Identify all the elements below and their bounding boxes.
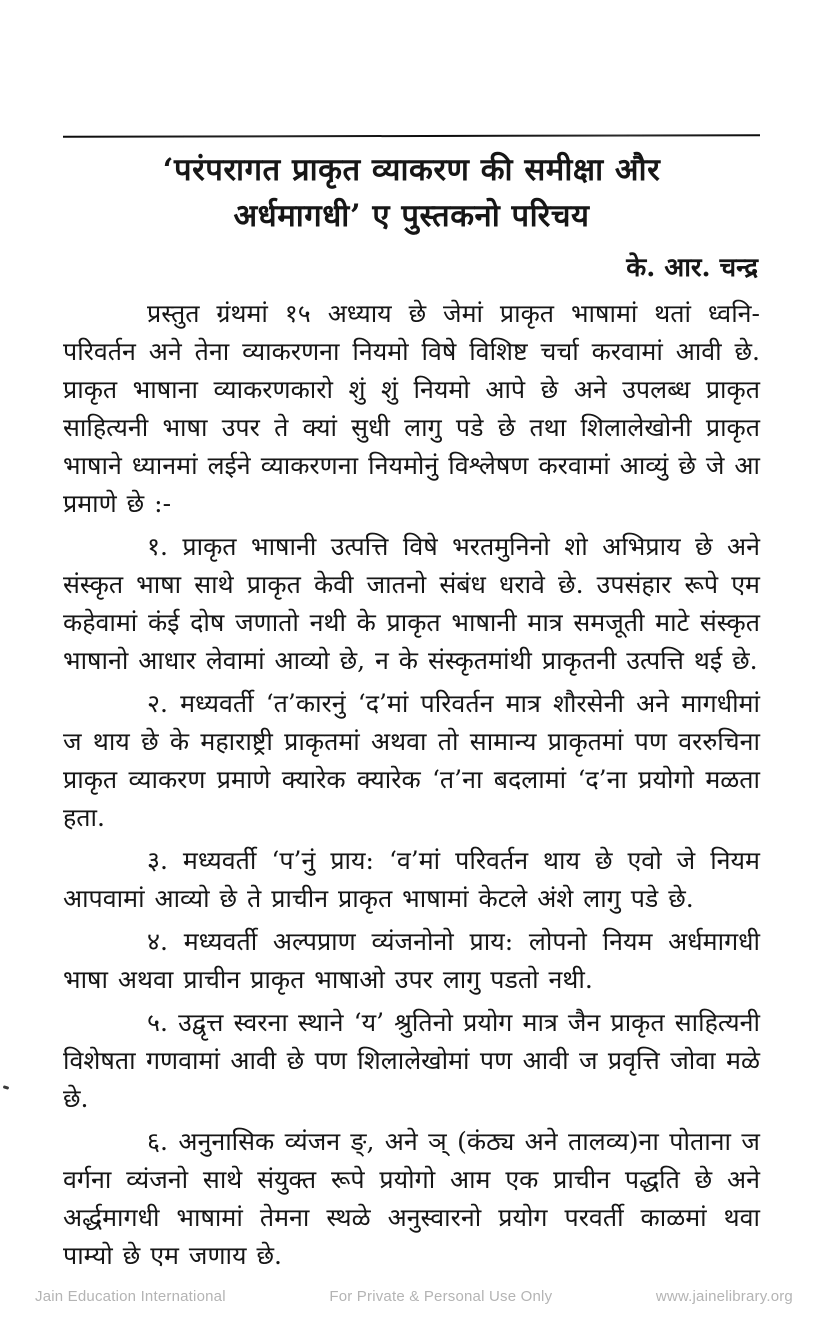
article-body [63,295,760,1275]
paragraph-point-3: ३. मध्यवर्ती ‘प’नुं प्राय: ‘व’मां परिवर्तन थाय छे एवो जे नियम आपवामां आव्यो छे ते प्राचीन प्राकृत भाषामां केटले अंशे लागु पडे छे. [63,846,760,913]
scan-artifact-mark [3,1085,10,1090]
footer-publisher: Jain Education International [35,1288,226,1305]
paragraph-point-4: ४. मध्यवर्ती अल्पप्राण व्यंजनोनो प्राय: लोपनो नियम अर्धमागधी भाषा अथवा प्राचीन प्राकृत भाषाओ उपर लागु पडतो नथी. [63,927,760,994]
page-title-line2: अर्धमागधी’ ए पुस्तकनो परिचय [233,198,590,234]
author-name: के. आर. चन्द्र [626,253,758,283]
footer-website: www.jainelibrary.org [655,1288,793,1305]
header-rule [63,134,760,137]
page-title-line1: ‘परंपरागत प्राकृत व्याकरण की समीक्षा और [162,152,661,188]
paragraph-point-1: १. प्राकृत भाषानी उत्पत्ति विषे भरतमुनिनो शो अभिप्राय छे अने संस्कृत भाषा साथे प्राकृत केवी जातनो संबंध धरावे छे. उपसंहार रूपे एम कहेवामां कंई दोष जणातो नथी के प्राकृत भाषानी मात्र समजूती माटे संस्कृत भाषानो आधार लेवामां आव्यो छे, न के संस्कृतमांथी प्राकृतनी उत्पत्ति थई छे. [63,532,760,675]
page-footer [0,1288,828,1305]
paragraph-intro: प्रस्तुत ग्रंथमां १५ अध्याय छे जेमां प्राकृत भाषामां थतां ध्वनि-परिवर्तन अने तेना व्याकरणना नियमो विषे विशिष्ट चर्चा करवामां आवी छे. प्राकृत भाषाना व्याकरणकारो शुं शुं नियमो आपे छे अने उपलब्ध प्राकृत साहित्यनी भाषा उपर ते क्यां सुधी लागु पडे छे तथा शिलालेखोनी प्राकृत भाषाने ध्यानमां लईने व्याकरणना नियमोनुं विश्लेषण करवामां आव्युं छे जे आ प्रमाणे छे :- [63,299,760,518]
page-title [63,147,760,239]
paragraph-point-2: २. मध्यवर्ती ‘त’कारनुं ‘द’मां परिवर्तन मात्र शौरसेनी अने मागधीमां ज थाय छे के महाराष्ट्री प्राकृतमां अथवा तो सामान्य प्राकृतमां पण वररुचिना प्राकृत व्याकरण प्रमाणे क्यारेक क्यारेक ‘त’ना बदलामां ‘द’ना प्रयोगो मळता हता. [63,689,760,832]
paragraph-point-5: ५. उद्वृत्त स्वरना स्थाने ‘य’ श्रुतिनो प्रयोग मात्र जैन प्राकृत साहित्यनी विशेषता गणवामां आवी छे पण शिलालेखोमां पण आवी ज प्रवृत्ति जोवा मळे छे. [63,1008,760,1113]
page-content [63,0,760,1280]
footer-usage-notice: For Private & Personal Use Only [329,1288,553,1305]
paragraph-point-6: ६. अनुनासिक व्यंजन ङ्, अने ञ् (कंठ्य अने तालव्य)ना पोताना ज वर्गना व्यंजनो साथे संयुक्त रूपे प्रयोगो आम एक प्राचीन पद्धति छे अने अर्द्धमागधी भाषामां तेमना स्थळे अनुस्वारनो प्रयोग परवर्ती काळमां थवा पाम्यो छे एम जणाय छे. [63,1127,760,1270]
